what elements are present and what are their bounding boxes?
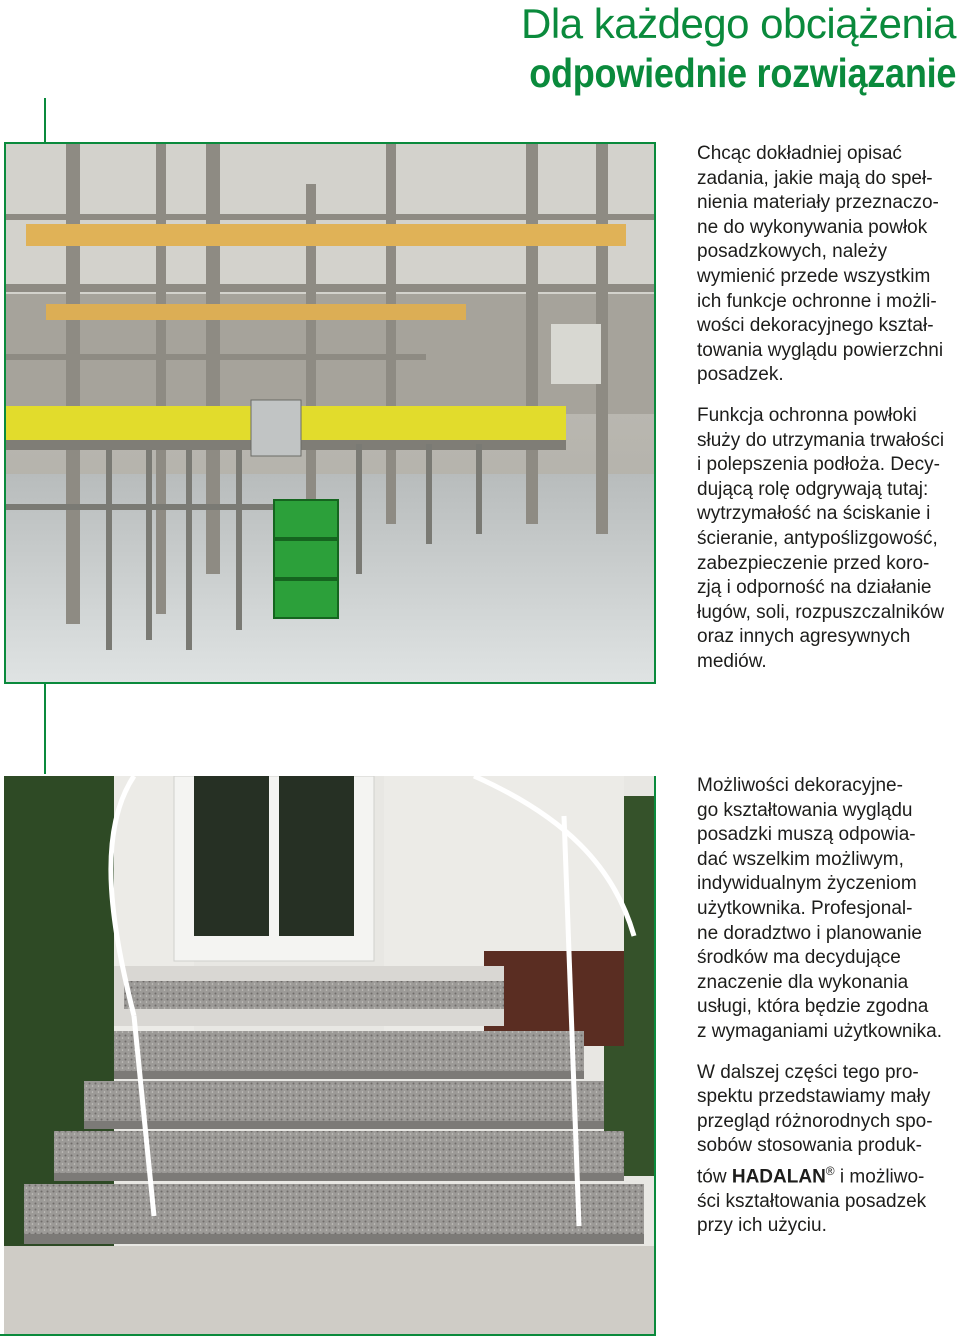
factory-floor-photo	[4, 142, 656, 684]
intro-text-block	[697, 142, 959, 690]
registered-mark: ®	[825, 1163, 835, 1178]
overview-paragraph	[697, 1061, 959, 1239]
page-title-line-2: odpowiednie rozwiązanie	[529, 50, 956, 96]
accent-line-vertical-top	[44, 98, 46, 144]
decorative-text-block	[697, 774, 959, 1255]
overview-text-end: i możliwo- ści kształtowania posadzek przy ich użyciu.	[697, 1166, 927, 1237]
accent-line-vertical-middle	[44, 684, 46, 774]
intro-paragraph: Chcąc dokładniej opisać zadania, jakie mają do speł- nienia materiały przeznaczo- ne do wykonywania powłok posadzkowych, należy wymienić przede wszystkim ich funkcje ochronne i możli- wości dekoracyjnego kształ- towania wyglądu powierzchni posadzek.	[697, 143, 944, 386]
entrance-stairs-photo	[4, 776, 654, 1334]
brand-name: HADALAN	[731, 1166, 826, 1188]
protective-function-paragraph: Funkcja ochronna powłoki służy do utrzymania trwałości i polepszenia podłoża. Decy- dującą rolę odgrywają tutaj: wytrzymałość na ściskanie i ścieranie, antypoślizgowość, zabezpieczenie przed koro- zją i odporność na działanie ługów, soli, rozpuszczalników oraz innych agresywnych mediów.	[697, 404, 945, 672]
accent-line-horizontal-bottom	[0, 1334, 656, 1336]
page-title-line-1: Dla każdego obciążenia	[521, 0, 956, 47]
decorative-options-paragraph: Możliwości dekoracyjne- go kształtowania wyglądu posadzki muszą odpowia- dać wszelkim możliwym, indywidualnym życzeniom użytkownika. Profesjonal- ne doradztwo i planowanie środków ma decydujące znaczenie dla wykonania usługi, która będzie zgodna z wymaganiami użytkownika.	[697, 775, 942, 1042]
accent-line-vertical-bottom	[654, 776, 656, 1336]
overview-text-start: W dalszej części tego pro- spektu przedstawiamy mały przegląd różnorodnych spo- sobów stosowania produk- tów	[697, 1061, 933, 1188]
